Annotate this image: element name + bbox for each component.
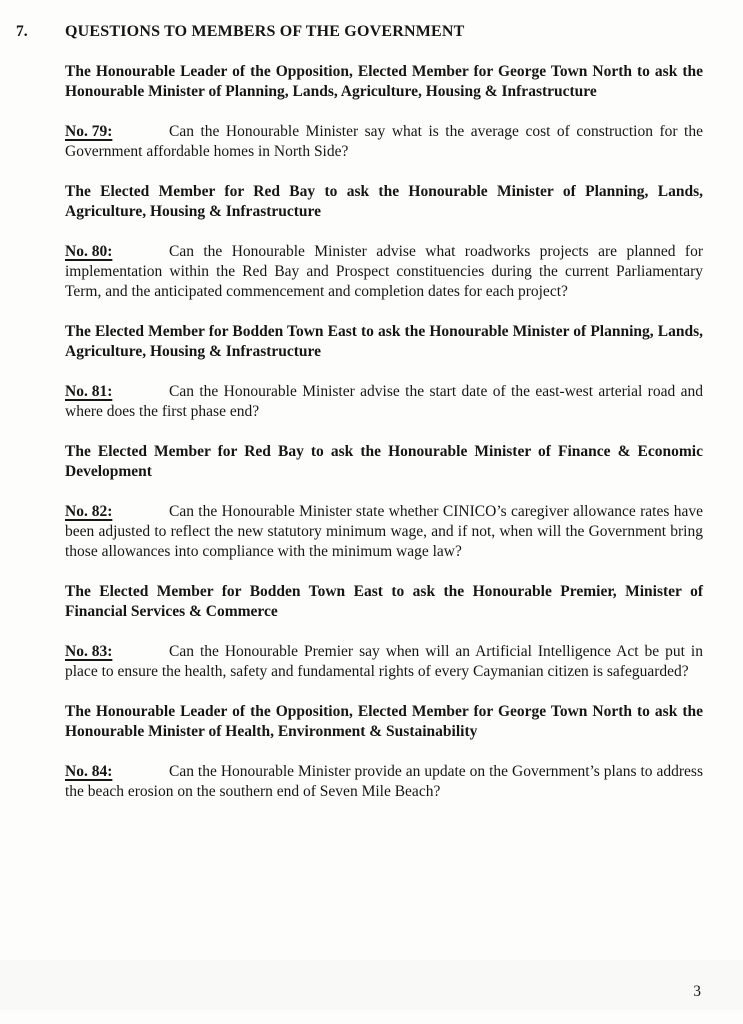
page-number: 3: [693, 983, 701, 1000]
question-block: [65, 702, 703, 802]
question-number: No. 82:: [65, 503, 113, 520]
section-heading: [16, 22, 703, 42]
question-block: [65, 322, 703, 422]
question-body: Can the Honourable Premier say when will an Artificial Intelligence Act be put in place to ensure the health, safety and fundamental rights of every Caymanian citizen is safeguarded?: [65, 643, 703, 680]
question-number: No. 79:: [65, 123, 113, 140]
question-number: No. 80:: [65, 243, 113, 260]
question-asker: The Elected Member for Bodden Town East to ask the Honourable Minister of Planning, Lands, Agriculture, Housing & Infrastructure: [65, 323, 703, 360]
question-block: [65, 442, 703, 562]
question-asker: The Honourable Leader of the Opposition, Elected Member for George Town North to ask the Honourable Minister of Planning, Lands, Agriculture, Housing & Infrastructure: [65, 63, 703, 100]
question-body: Can the Honourable Minister state whether CINICO’s caregiver allowance rates have been adjusted to reflect the new statutory minimum wage, and if not, when will the Government bring those allowances into compliance with the minimum wage law?: [65, 503, 703, 560]
question-text: [65, 242, 703, 302]
question-block: [65, 62, 703, 162]
question-body: Can the Honourable Minister provide an update on the Government’s plans to address the beach erosion on the southern end of Seven Mile Beach?: [65, 763, 703, 800]
question-asker: The Elected Member for Red Bay to ask the Honourable Minister of Planning, Lands, Agriculture, Housing & Infrastructure: [65, 183, 703, 220]
question-asker: The Honourable Leader of the Opposition, Elected Member for George Town North to ask the Honourable Minister of Health, Environment & Sustainability: [65, 703, 703, 740]
question-text: [65, 502, 703, 562]
section-title: QUESTIONS TO MEMBERS OF THE GOVERNMENT: [65, 23, 465, 40]
question-asker: The Elected Member for Red Bay to ask the Honourable Minister of Finance & Economic Development: [65, 443, 703, 480]
question-block: [65, 182, 703, 302]
document-content: [16, 22, 703, 822]
scan-artifact-band: [0, 960, 743, 1010]
question-asker: The Elected Member for Bodden Town East to ask the Honourable Premier, Minister of Financial Services & Commerce: [65, 583, 703, 620]
question-number: No. 83:: [65, 643, 113, 660]
question-body: Can the Honourable Minister advise the start date of the east-west arterial road and where does the first phase end?: [65, 383, 703, 420]
question-text: [65, 382, 703, 422]
question-text: [65, 642, 703, 682]
question-body: Can the Honourable Minister advise what roadworks projects are planned for implementation within the Red Bay and Prospect constituencies during the current Parliamentary Term, and the anticipated commencement and completion dates for each project?: [65, 243, 703, 300]
question-block: [65, 582, 703, 682]
section-number: 7.: [16, 23, 28, 40]
question-text: [65, 122, 703, 162]
question-body: Can the Honourable Minister say what is the average cost of construction for the Government affordable homes in North Side?: [65, 123, 703, 160]
question-number: No. 81:: [65, 383, 113, 400]
question-text: [65, 762, 703, 802]
question-number: No. 84:: [65, 763, 113, 780]
